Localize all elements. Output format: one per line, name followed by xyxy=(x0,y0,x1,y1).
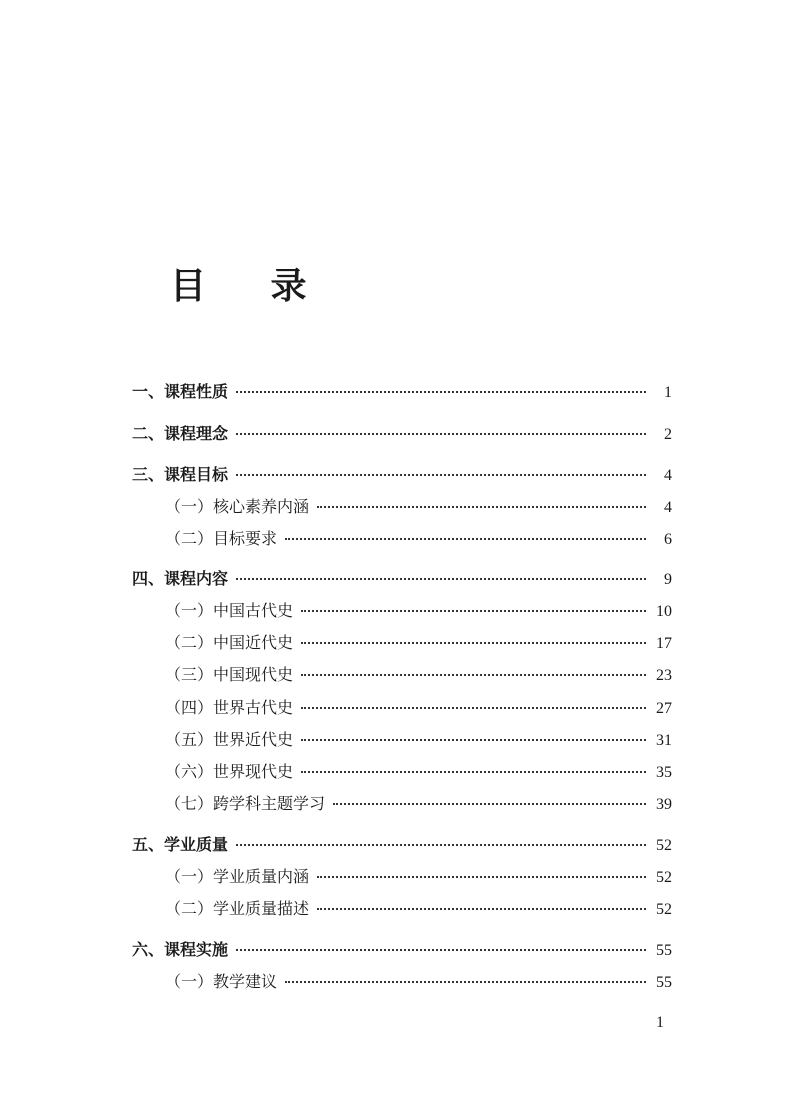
toc-entry-section-6[interactable] xyxy=(132,938,672,962)
toc-entry-label: 一、课程性质 xyxy=(132,382,229,401)
toc-entry-label: 六、课程实施 xyxy=(132,940,229,959)
toc-entry-page: 39 xyxy=(656,796,672,813)
toc-entry-page: 52 xyxy=(656,837,672,854)
toc-entry-label: （二）学业质量描述 xyxy=(165,899,310,918)
toc-entry-page: 4 xyxy=(664,467,672,484)
toc-entry-page: 52 xyxy=(656,869,672,886)
toc-entry-page: 9 xyxy=(664,571,672,588)
toc-entry-page: 1 xyxy=(664,384,672,401)
toc-entry-page: 2 xyxy=(664,426,672,443)
dot-leader xyxy=(301,738,646,741)
dot-leader xyxy=(236,577,646,580)
dot-leader xyxy=(317,907,646,910)
toc-entry-section-3[interactable] xyxy=(132,463,672,487)
toc-entry-label: （一）核心素养内涵 xyxy=(165,497,310,516)
dot-leader xyxy=(301,706,646,709)
toc-entry-page: 55 xyxy=(656,942,672,959)
toc-entry-page: 55 xyxy=(656,974,672,991)
toc-entry-page: 10 xyxy=(656,603,672,620)
toc-entry-label: （五）世界近代史 xyxy=(165,730,294,749)
toc-entry-label: （一）学业质量内涵 xyxy=(165,867,310,886)
toc-entry-subsection[interactable] xyxy=(165,728,672,752)
toc-entry-subsection[interactable] xyxy=(165,631,672,655)
toc-entry-page: 4 xyxy=(664,499,672,516)
toc-entry-page: 23 xyxy=(656,667,672,684)
toc-title: 目 录 xyxy=(170,266,333,307)
toc-entry-label: （二）目标要求 xyxy=(165,529,278,548)
toc-entry-label: （七）跨学科主题学习 xyxy=(165,794,326,813)
toc-entry-page: 31 xyxy=(656,732,672,749)
toc-entry-label: 四、课程内容 xyxy=(132,569,229,588)
toc-entry-page: 17 xyxy=(656,635,672,652)
toc-entry-subsection[interactable] xyxy=(165,599,672,623)
toc-entry-subsection[interactable] xyxy=(165,865,672,889)
toc-entry-label: （三）中国现代史 xyxy=(165,665,294,684)
toc-entry-subsection[interactable] xyxy=(165,663,672,687)
toc-entry-section-4[interactable] xyxy=(132,567,672,591)
dot-leader xyxy=(236,432,646,435)
toc-entry-section-2[interactable] xyxy=(132,422,672,446)
dot-leader xyxy=(317,505,646,508)
toc-entry-label: 二、课程理念 xyxy=(132,424,229,443)
toc-entry-label: （一）教学建议 xyxy=(165,972,278,991)
dot-leader xyxy=(285,537,646,540)
dot-leader xyxy=(236,390,646,393)
dot-leader xyxy=(301,641,646,644)
toc-entry-label: 五、学业质量 xyxy=(132,835,229,854)
toc-entry-subsection[interactable] xyxy=(165,760,672,784)
toc-entry-label: （四）世界古代史 xyxy=(165,698,294,717)
dot-leader xyxy=(317,875,646,878)
toc-entry-page: 52 xyxy=(656,901,672,918)
toc-entry-page: 35 xyxy=(656,764,672,781)
toc-entry-subsection[interactable] xyxy=(165,527,672,551)
toc-entry-label: （一）中国古代史 xyxy=(165,601,294,620)
dot-leader xyxy=(285,980,646,983)
dot-leader xyxy=(236,473,646,476)
toc-entry-subsection[interactable] xyxy=(165,495,672,519)
toc-entry-subsection[interactable] xyxy=(165,792,672,816)
dot-leader xyxy=(236,948,646,951)
toc-entry-section-1[interactable] xyxy=(132,380,672,404)
dot-leader xyxy=(301,770,646,773)
toc-entry-label: 三、课程目标 xyxy=(132,465,229,484)
toc-entry-page: 27 xyxy=(656,700,672,717)
dot-leader xyxy=(333,802,646,805)
toc-entry-label: （二）中国近代史 xyxy=(165,633,294,652)
dot-leader xyxy=(301,609,646,612)
dot-leader xyxy=(301,673,646,676)
toc-entry-subsection[interactable] xyxy=(165,897,672,921)
toc-entry-page: 6 xyxy=(664,531,672,548)
toc-entry-subsection[interactable] xyxy=(165,696,672,720)
dot-leader xyxy=(236,843,646,846)
page-number: 1 xyxy=(656,1014,664,1031)
toc-entry-label: （六）世界现代史 xyxy=(165,762,294,781)
toc-entry-section-5[interactable] xyxy=(132,833,672,857)
toc-entry-subsection[interactable] xyxy=(165,970,672,994)
